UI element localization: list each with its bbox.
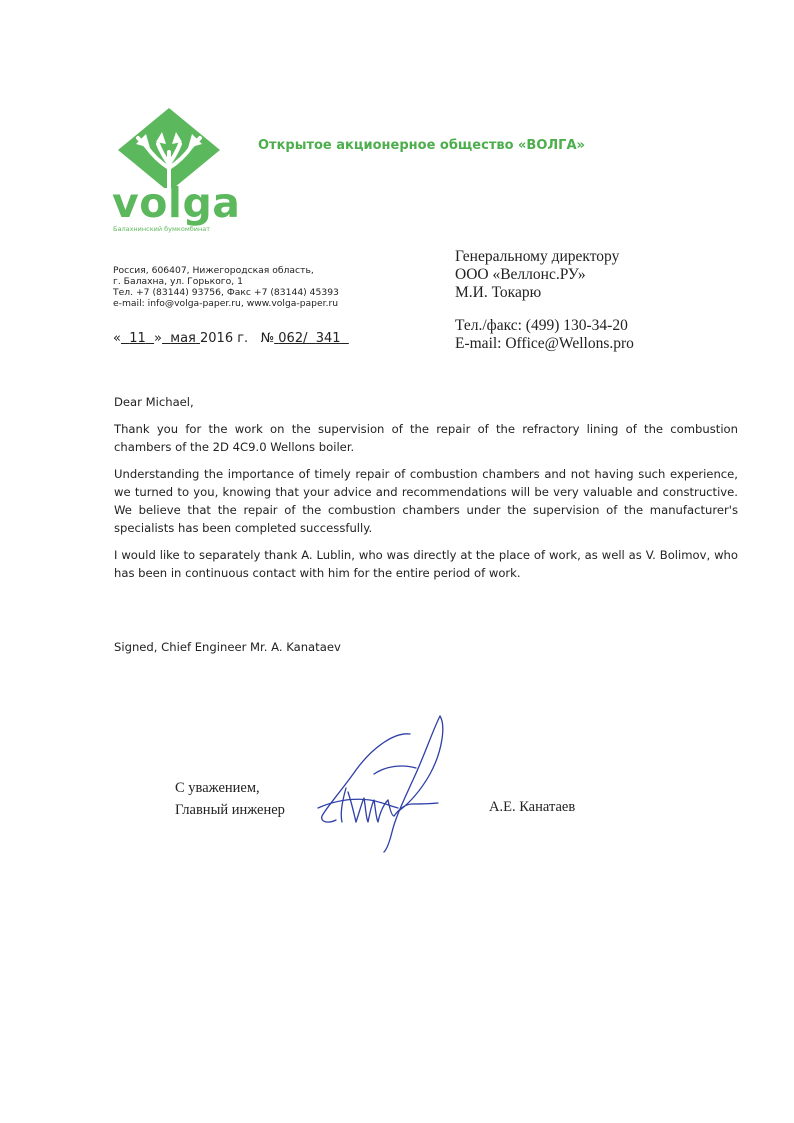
signer-name: А.Е. Канатаев: [489, 799, 576, 815]
greeting: Dear Michael,: [114, 395, 194, 409]
closing-position: Главный инженер: [175, 802, 285, 818]
quote-close: »: [154, 331, 163, 346]
recipient-name: М.И. Токарю: [455, 284, 542, 301]
date-number-line: [113, 331, 349, 346]
recipient-company: ООО «Веллонс.РУ»: [455, 266, 586, 283]
company-name: Открытое акционерное общество «ВОЛГА»: [258, 138, 585, 153]
quote-open: «: [113, 331, 121, 346]
number-sign: №: [260, 331, 275, 346]
paragraph: Thank you for the work on the supervision of the repair of the refractory lining of the combustion chambers of the 2D 4C9.0 Wellons boiler.: [114, 422, 738, 454]
sender-address: [113, 265, 339, 309]
closing-block: [175, 777, 285, 821]
date-year: 2016 г.: [200, 331, 249, 346]
date-month: мая: [170, 331, 196, 346]
logo-wordmark: volga: [112, 179, 241, 227]
signed-line: Signed, Chief Engineer Mr. A. Kanataev: [114, 640, 341, 654]
phone-fax-line: Тел. +7 (83144) 93756, Факс +7 (83144) 45393: [113, 287, 339, 298]
letter-body: [114, 393, 738, 591]
document-number: 062/ 341: [278, 331, 341, 346]
address-line: г. Балахна, ул. Горького, 1: [113, 276, 243, 287]
recipient-phone: Тел./факс: (499) 130-34-20: [455, 317, 628, 334]
paragraph: Understanding the importance of timely repair of combustion chambers and not having such experience, we turned to you, knowing that your advice and recommendations will be very valuable and constructive. We believe that the repair of the combustion chambers under the supervision of the manufacturer's specialists has been completed successfully.: [114, 467, 738, 535]
recipient-title: Генеральному директору: [455, 248, 620, 265]
recipient-email: E-mail: Office@Wellons.pro: [455, 335, 634, 352]
handwritten-signature: [312, 712, 452, 857]
paragraph: I would like to separately thank A. Lublin, who was directly at the place of work, as well as V. Bolimov, who has been in continuous contact with him for the entire period of work.: [114, 548, 738, 580]
email-web-line: e-mail: info@volga-paper.ru, www.volga-paper.ru: [113, 298, 339, 309]
recipient-contacts: [455, 317, 634, 353]
address-line: Россия, 606407, Нижегородская область,: [113, 265, 314, 276]
closing-regards: С уважением,: [175, 780, 260, 796]
date-day: 11: [129, 331, 146, 346]
volga-logo-emblem: [116, 108, 222, 188]
logo-caption: Балахнинский бумкомбинат: [113, 225, 210, 233]
recipient-block: [455, 248, 619, 302]
